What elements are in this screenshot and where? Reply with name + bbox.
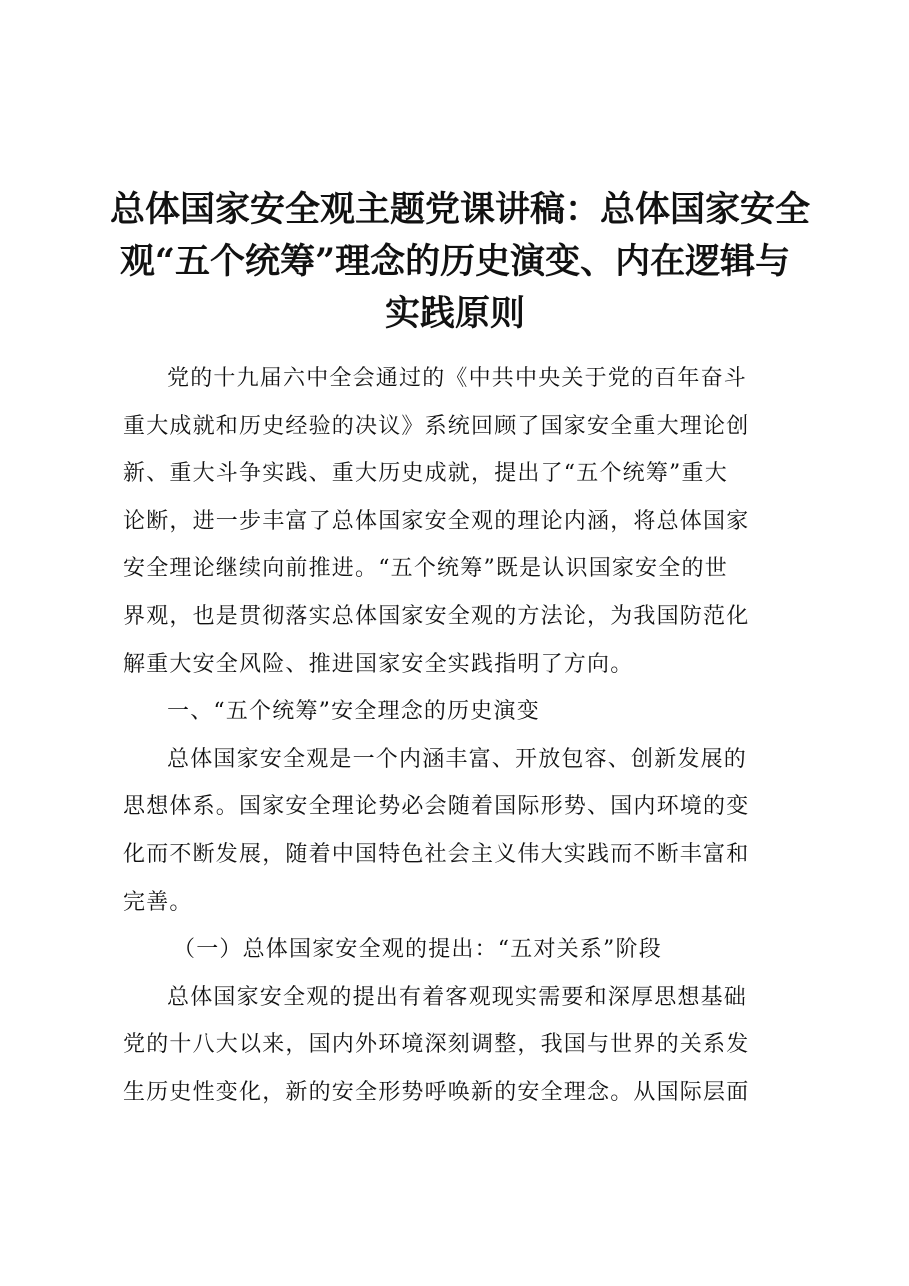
text-line: 党的十九届六中全会通过的《中共中央关于党的百年奋斗 — [167, 366, 748, 391]
text-line: 化而不断发展，随着中国特色社会主义伟大实践而不断丰富和 — [123, 841, 750, 867]
document-body — [123, 355, 795, 1117]
text-line: 安全理论继续向前推进。“五个统筹”既是认识国家安全的世 — [123, 556, 728, 582]
text-line: 重大成就和历史经验的决议》系统回顾了国家安全重大理论创 — [123, 413, 750, 439]
text-line: 党的十八大以来，国内外环境深刻调整，我国与世界的关系发 — [123, 1032, 750, 1058]
text-line: 论断，进一步丰富了总体国家安全观的理论内涵，将总体国家 — [123, 508, 750, 534]
title-line: 总体国家安全观主题党课讲稿：总体国家安全 — [110, 189, 811, 230]
text-line: 总体国家安全观是一个内涵丰富、开放包容、创新发展的 — [167, 746, 748, 772]
text-line: 总体国家安全观的提出有着客观现实需要和深厚思想基础 — [167, 984, 748, 1010]
subsection-heading: （一）总体国家安全观的提出：“五对关系”阶段 — [173, 937, 662, 963]
text-line: 新、重大斗争实践、重大历史成就，提出了“五个统筹”重大 — [123, 461, 728, 487]
title-line: 实践原则 — [384, 293, 525, 334]
title-line: 观“五个统筹”理念的历史演变、内在逻辑与 — [119, 241, 791, 282]
paragraph-section1 — [123, 736, 795, 926]
text-line: 思想体系。国家安全理论势必会随着国际形势、国内环境的变 — [123, 794, 750, 820]
paragraph-subsection1 — [123, 974, 795, 1117]
document-title — [110, 184, 811, 340]
text-line: 生历史性变化，新的安全形势呼唤新的安全理念。从国际层面 — [123, 1079, 750, 1105]
paragraph-intro — [123, 355, 795, 688]
text-line: 完善。 — [123, 889, 193, 915]
section-heading: 一、“五个统筹”安全理念的历史演变 — [167, 699, 540, 725]
text-line: 界观，也是贯彻落实总体国家安全观的方法论，为我国防范化 — [123, 603, 750, 629]
text-line: 解重大安全风险、推进国家安全实践指明了方向。 — [123, 651, 634, 677]
